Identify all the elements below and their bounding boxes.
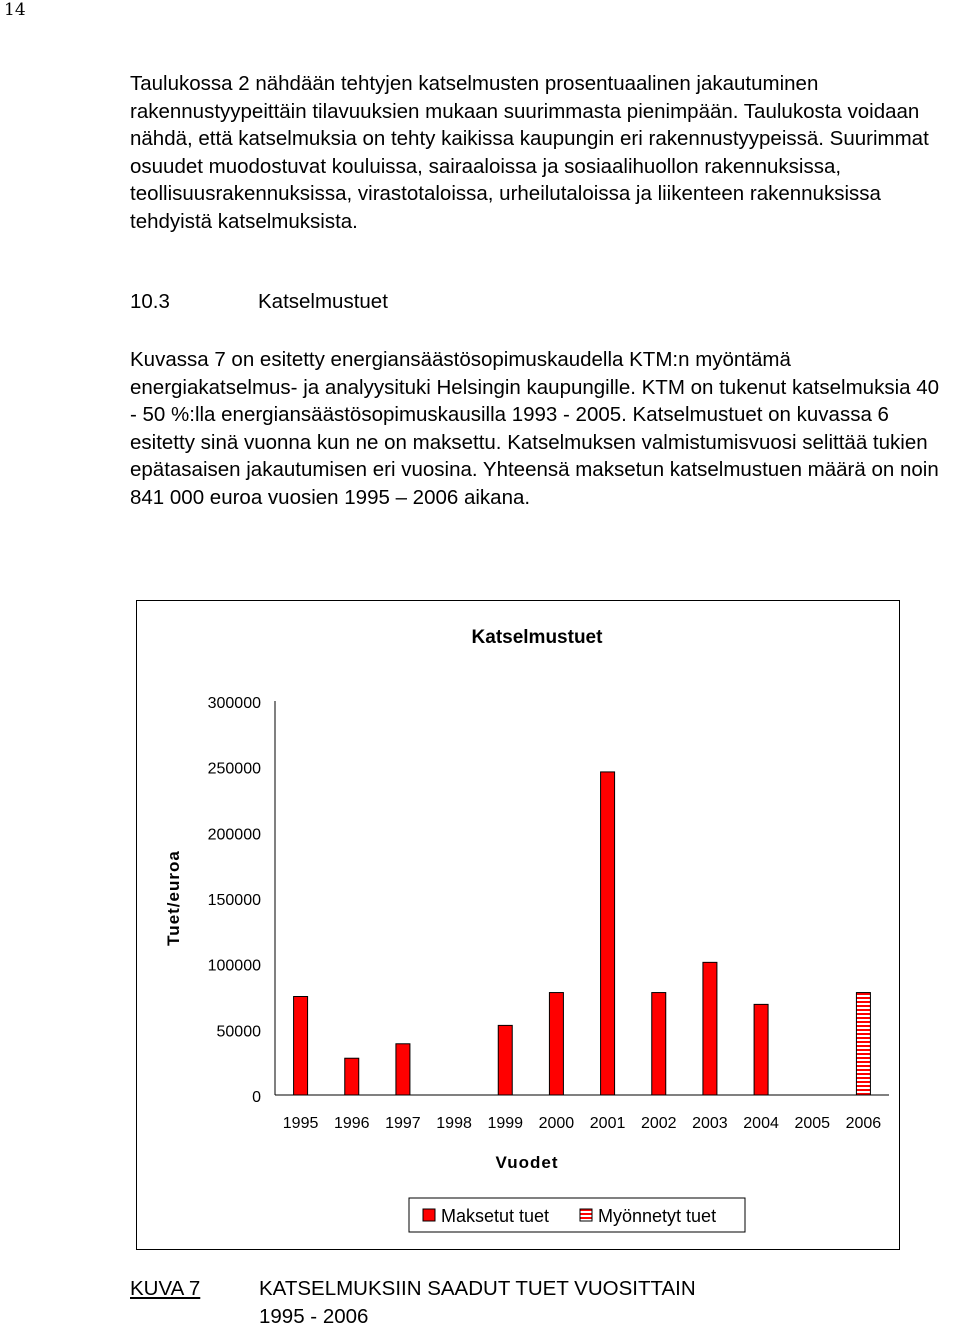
figure-caption-line2: 1995 - 2006 xyxy=(259,1305,369,1328)
x-tick-label: 2000 xyxy=(538,1115,575,1132)
legend-swatch-2 xyxy=(580,1209,592,1221)
bar-maksetut-tuet xyxy=(294,997,308,1096)
bar-maksetut-tuet xyxy=(703,962,717,1095)
y-tick-label: 50000 xyxy=(216,1023,261,1041)
bar-maksetut-tuet xyxy=(498,1025,512,1095)
section-number: 10.3 xyxy=(130,290,170,313)
x-tick-label: 2004 xyxy=(743,1115,779,1132)
chart-title: Katselmustuet xyxy=(471,627,603,648)
bar-maksetut-tuet xyxy=(345,1058,359,1095)
x-tick-label: 1999 xyxy=(487,1115,524,1132)
y-tick-label: 300000 xyxy=(207,695,261,712)
chart-frame xyxy=(136,600,900,1250)
x-tick-label: 1996 xyxy=(333,1115,370,1132)
bar-maksetut-tuet xyxy=(652,993,666,1095)
paragraph-building-types: Taulukossa 2 nähdään tehtyjen katselmusten prosentuaalinen jakautuminen rakennustyypeittäin tilavuuksien mukaan suurimmasta pienimpään. Taulukosta voidaan nähdä, että katselmuksia on tehty kaikissa kaupungin eri rakennustyypeissä. Suurimmat osuudet muodostuvat kouluissa, sairaaloissa ja sosiaalihuollon rakennuksissa, teollisuusrakennuksissa, virastotaloissa, urheilutaloissa ja liikenteen rakennuksissa tehdyistä katselmuksista. xyxy=(130,72,929,233)
x-tick-label: 1995 xyxy=(282,1115,319,1132)
x-tick-label: 2006 xyxy=(845,1115,882,1132)
y-tick-label: 150000 xyxy=(207,892,261,909)
figure-caption xyxy=(259,1275,859,1331)
y-axis-label: Tuet/euroa xyxy=(164,850,183,946)
legend-swatch-1 xyxy=(423,1209,435,1221)
paragraph-subsidies: Kuvassa 7 on esitetty energiansäästösopimuskaudella KTM:n myöntämä energiakatselmus- ja analyysituki Helsingin kaupungille. KTM on tukenut katselmuksia 40 - 50 %:lla energiansäästösopimuskausilla 1993 - 2005. Katselmustuet on kuvassa 6 esitetty sinä vuonna kun ne on maksettu. Katselmuksen valmistumisvuosi selittää tukien epätasaisen jakautumisen eri vuosina. Yhteensä maksetun katselmustuen määrä on noin 841 000 euroa vuosien 1995 – 2006 aikana. xyxy=(130,348,940,509)
bar-maksetut-tuet xyxy=(396,1044,410,1095)
y-tick-label: 250000 xyxy=(207,760,261,778)
x-tick-label: 1998 xyxy=(436,1115,472,1132)
bar-maksetut-tuet xyxy=(754,1004,768,1095)
bar-maksetut-tuet xyxy=(601,772,615,1095)
figure-caption-line1: KATSELMUKSIIN SAADUT TUET VUOSITTAIN xyxy=(259,1277,696,1300)
x-tick-label: 2005 xyxy=(794,1115,831,1132)
bar-maksetut-tuet xyxy=(549,993,563,1095)
y-tick-label: 200000 xyxy=(207,826,261,844)
x-tick-label: 1997 xyxy=(385,1115,421,1132)
section-title: Katselmustuet xyxy=(258,290,388,313)
legend-label: Myönnetyt tuet xyxy=(598,1206,717,1226)
y-tick-label: 0 xyxy=(252,1089,261,1106)
bar-myönnetyt-tuet xyxy=(856,993,870,1095)
legend-label: Maksetut tuet xyxy=(441,1206,550,1226)
x-tick-label: 2001 xyxy=(589,1115,626,1132)
x-tick-label: 2002 xyxy=(640,1115,677,1132)
bar-chart xyxy=(137,601,899,1249)
page-number: 14 xyxy=(4,0,26,20)
x-tick-label: 2003 xyxy=(692,1115,728,1132)
y-tick-label: 100000 xyxy=(207,957,261,975)
figure-label: KUVA 7 xyxy=(130,1277,201,1300)
x-axis-label: Vuodet xyxy=(495,1153,559,1172)
